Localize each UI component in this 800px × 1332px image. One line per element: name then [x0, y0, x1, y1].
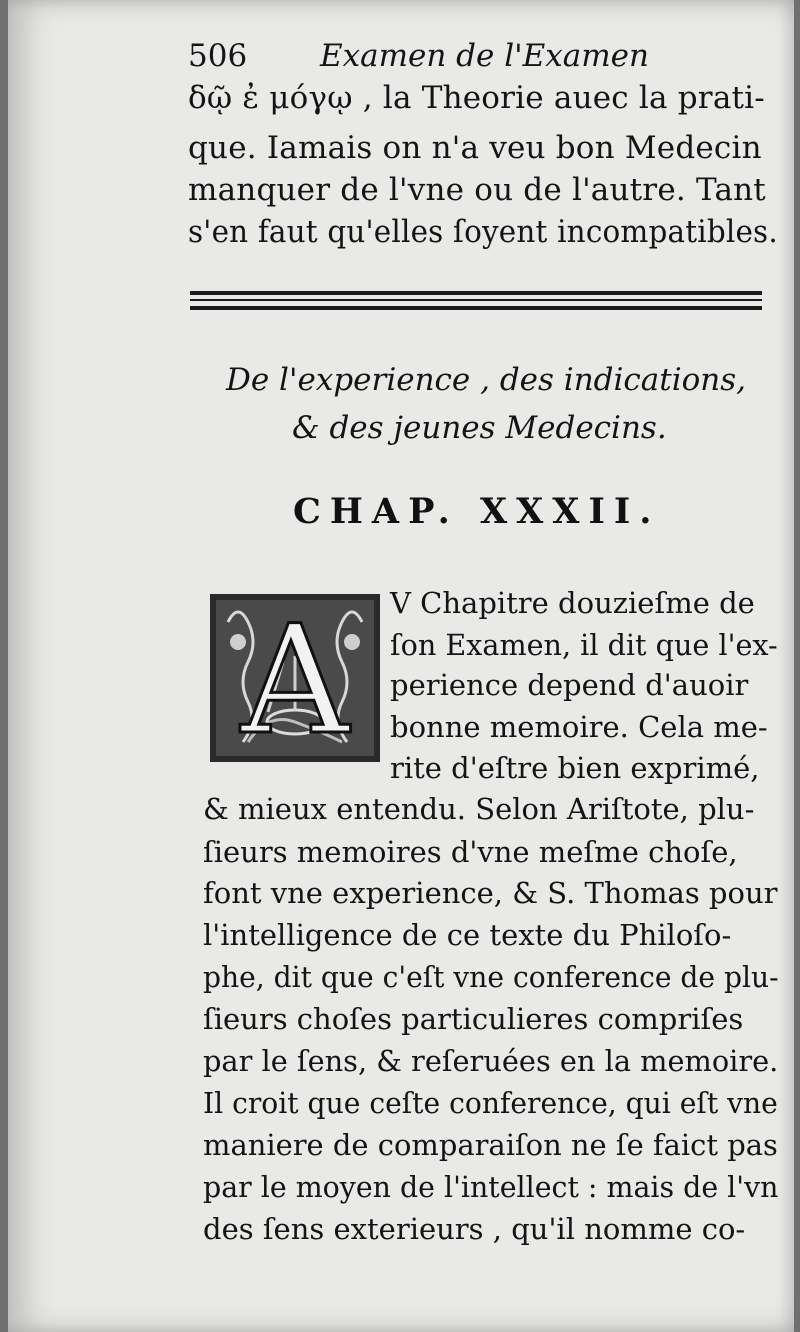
text-line: que. Iamais on n'a veu bon Medecin — [188, 130, 762, 166]
text-line: ſieurs choſes particulieres compriſes — [203, 1002, 744, 1036]
svg-text:A: A — [240, 594, 350, 764]
text-line: & mieux entendu. Selon Ariſtote, plu- — [203, 792, 755, 826]
text-line: s'en faut qu'elles ſoyent incompatibles. — [188, 214, 778, 250]
text-line: l'intelligence de ce texte du Philoſo- — [203, 918, 732, 952]
text-line: perience depend d'auoir — [390, 668, 749, 702]
book-page — [8, 0, 794, 1332]
text-line: phe, dit que c'eſt vne conference de plu- — [203, 960, 779, 994]
text-line: font vne experience, & S. Thomas pour — [203, 876, 778, 910]
text-line: rite d'eſtre bien exprimé, — [390, 751, 760, 785]
chapter-heading: CHAP. XXXII. — [293, 491, 661, 532]
ornamental-rule — [190, 291, 762, 315]
section-heading-line: De l'experience , des indications, — [226, 362, 747, 398]
running-title: Examen de l'Examen — [320, 38, 649, 74]
text-line: δῷ ἐ μόγῳ , la Theorie auec la prati- — [188, 80, 765, 116]
text-line: par le ſens, & reſeruées en la memoire. — [203, 1044, 779, 1078]
decorated-initial — [208, 592, 382, 764]
decorated-initial-a-icon — [208, 592, 382, 764]
page-number: 506 — [188, 38, 248, 74]
text-line: ſon Examen, il dit que l'ex- — [390, 628, 778, 662]
text-line: manquer de l'vne ou de l'autre. Tant — [188, 172, 766, 208]
text-line: des ſens exterieurs , qu'il nomme co- — [203, 1212, 746, 1246]
text-line: Il croit que ceſte conference, qui eſt vne — [203, 1086, 778, 1120]
text-line: V Chapitre douzieſme de — [390, 586, 755, 620]
text-line: bonne memoire. Cela me- — [390, 710, 768, 744]
text-line: par le moyen de l'intellect : mais de l'vn — [203, 1170, 779, 1204]
section-heading-line: & des jeunes Medecins. — [292, 410, 667, 446]
text-line: ſieurs memoires d'vne meſme choſe, — [203, 835, 738, 869]
running-head — [188, 38, 688, 78]
text-line: maniere de comparaiſon ne ſe faict pas — [203, 1128, 778, 1162]
